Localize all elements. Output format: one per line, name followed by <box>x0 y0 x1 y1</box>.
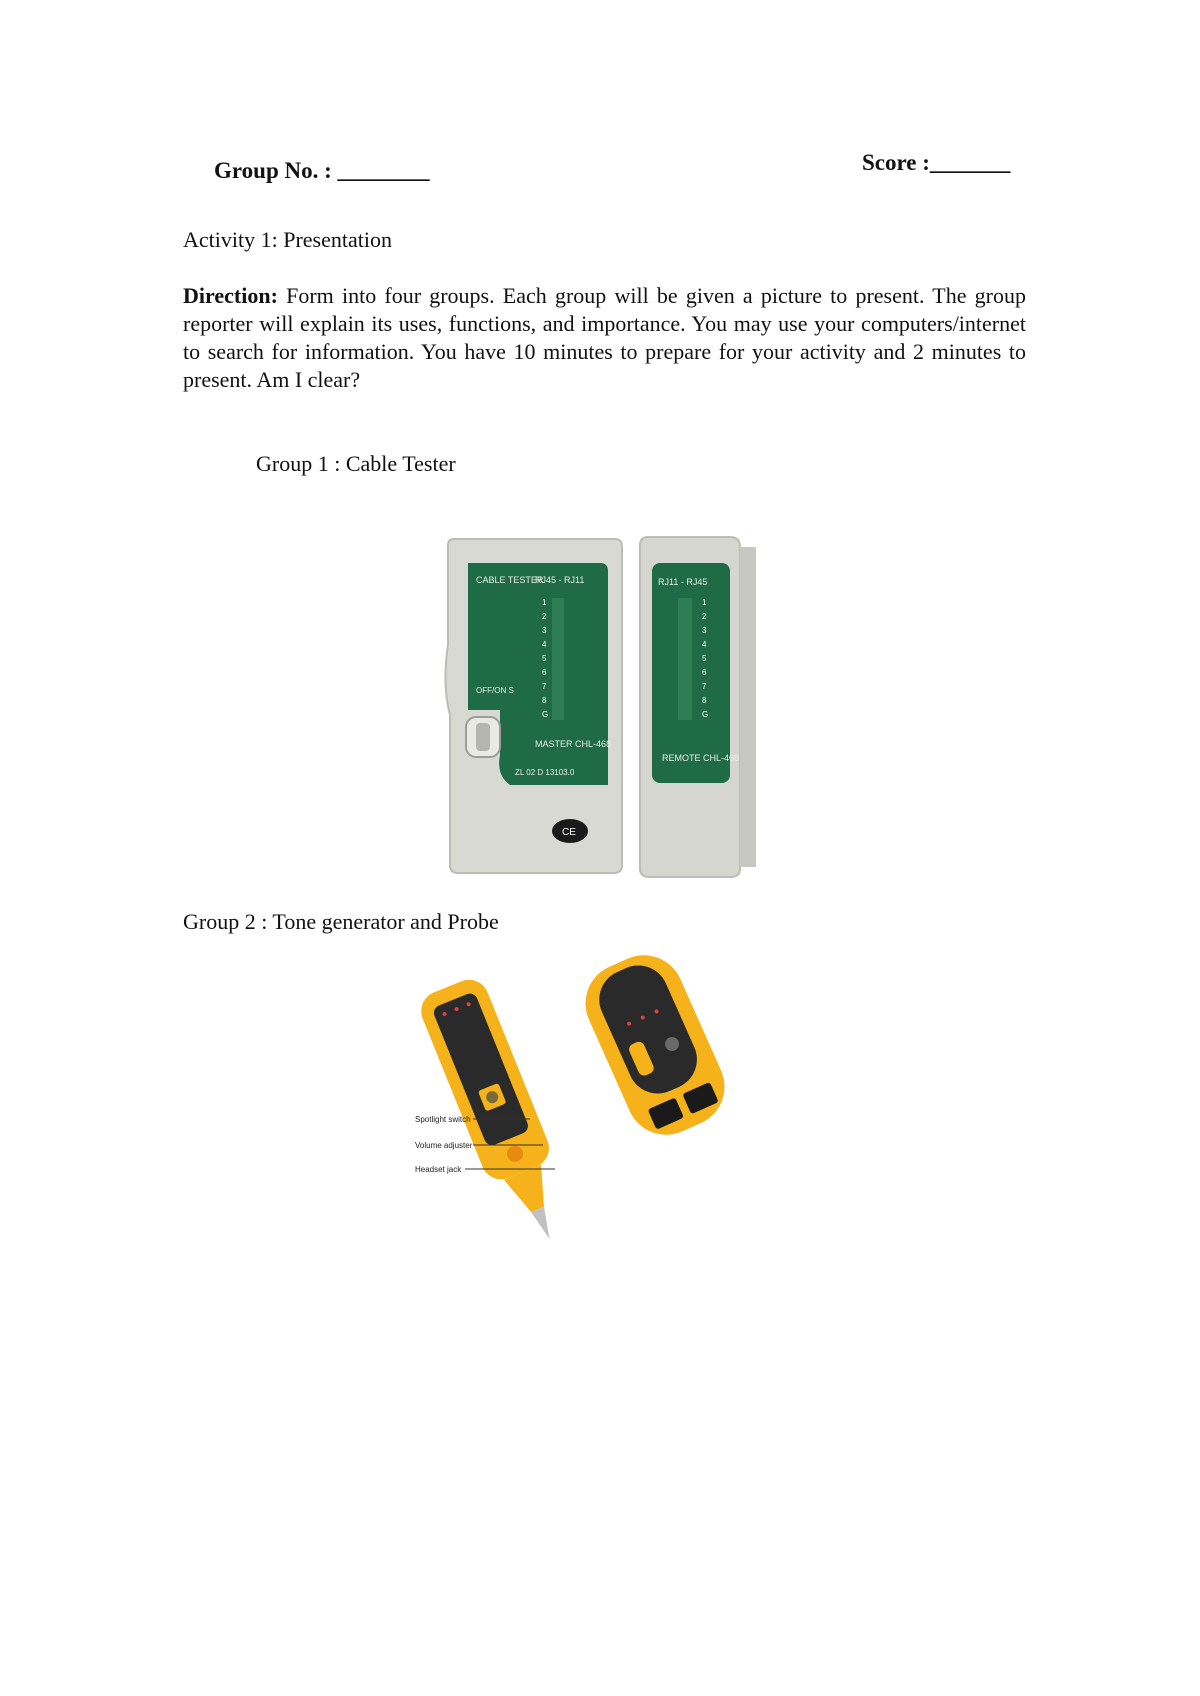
master-model: MASTER CHL-468 <box>535 739 612 749</box>
master-led-3: 3 <box>542 626 547 635</box>
cable-tester-image <box>440 535 770 880</box>
group-2-label: Group 2 : Tone generator and Probe <box>183 909 499 934</box>
direction-label: Direction: <box>183 283 278 308</box>
master-led-4: 4 <box>542 640 547 649</box>
remote-led-3: 3 <box>702 626 707 635</box>
remote-led-7: 7 <box>702 682 707 691</box>
master-led-column <box>542 598 564 720</box>
remote-port-label: RJ11 - RJ45 <box>658 577 708 587</box>
master-led-5: 5 <box>542 654 547 663</box>
remote-led-g: G <box>702 710 709 719</box>
direction-text: Form into four groups. Each group will be given a picture to present. The group reporter will explain its uses, functions, and importance. You may use your computers/internet to search for information. You have 10 minutes to prepare for your activity and 2 minutes to present. Am I clear? <box>183 283 1026 392</box>
direction-paragraph <box>183 282 1026 394</box>
remote-model: REMOTE CHL-468 <box>662 753 740 763</box>
callout-volume-adjuster: Volume adjuster <box>415 1141 473 1150</box>
probe-device <box>415 974 582 1245</box>
master-code: ZL 02 D 13103.0 <box>515 768 575 777</box>
activity-title: Activity 1: Presentation <box>183 227 392 252</box>
remote-led-5: 5 <box>702 654 707 663</box>
remote-led-4: 4 <box>702 640 707 649</box>
score-field: Score :_______ <box>862 150 1011 175</box>
master-title: CABLE TESTER <box>476 575 544 585</box>
callout-spotlight-switch: Spotlight switch <box>415 1115 471 1124</box>
ce-mark: CE <box>562 827 576 838</box>
master-led-6: 6 <box>542 668 547 677</box>
remote-led-8: 8 <box>702 696 707 705</box>
master-port-label: RJ45 - RJ11 <box>535 575 585 585</box>
master-led-1: 1 <box>542 598 547 607</box>
power-label: OFF/ON S <box>476 686 514 695</box>
group-1-label: Group 1 : Cable Tester <box>256 451 456 476</box>
remote-led-2: 2 <box>702 612 707 621</box>
tone-generator-device <box>573 955 738 1148</box>
master-led-7: 7 <box>542 682 547 691</box>
group-number-field: Group No. : ________ <box>214 158 430 183</box>
remote-led-1: 1 <box>702 598 707 607</box>
remote-led-6: 6 <box>702 668 707 677</box>
master-led-g: G <box>542 710 549 719</box>
master-led-2: 2 <box>542 612 547 621</box>
master-led-8: 8 <box>542 696 547 705</box>
callout-headset-jack: Headset jack <box>415 1165 462 1174</box>
tone-generator-probe-image <box>415 955 775 1245</box>
